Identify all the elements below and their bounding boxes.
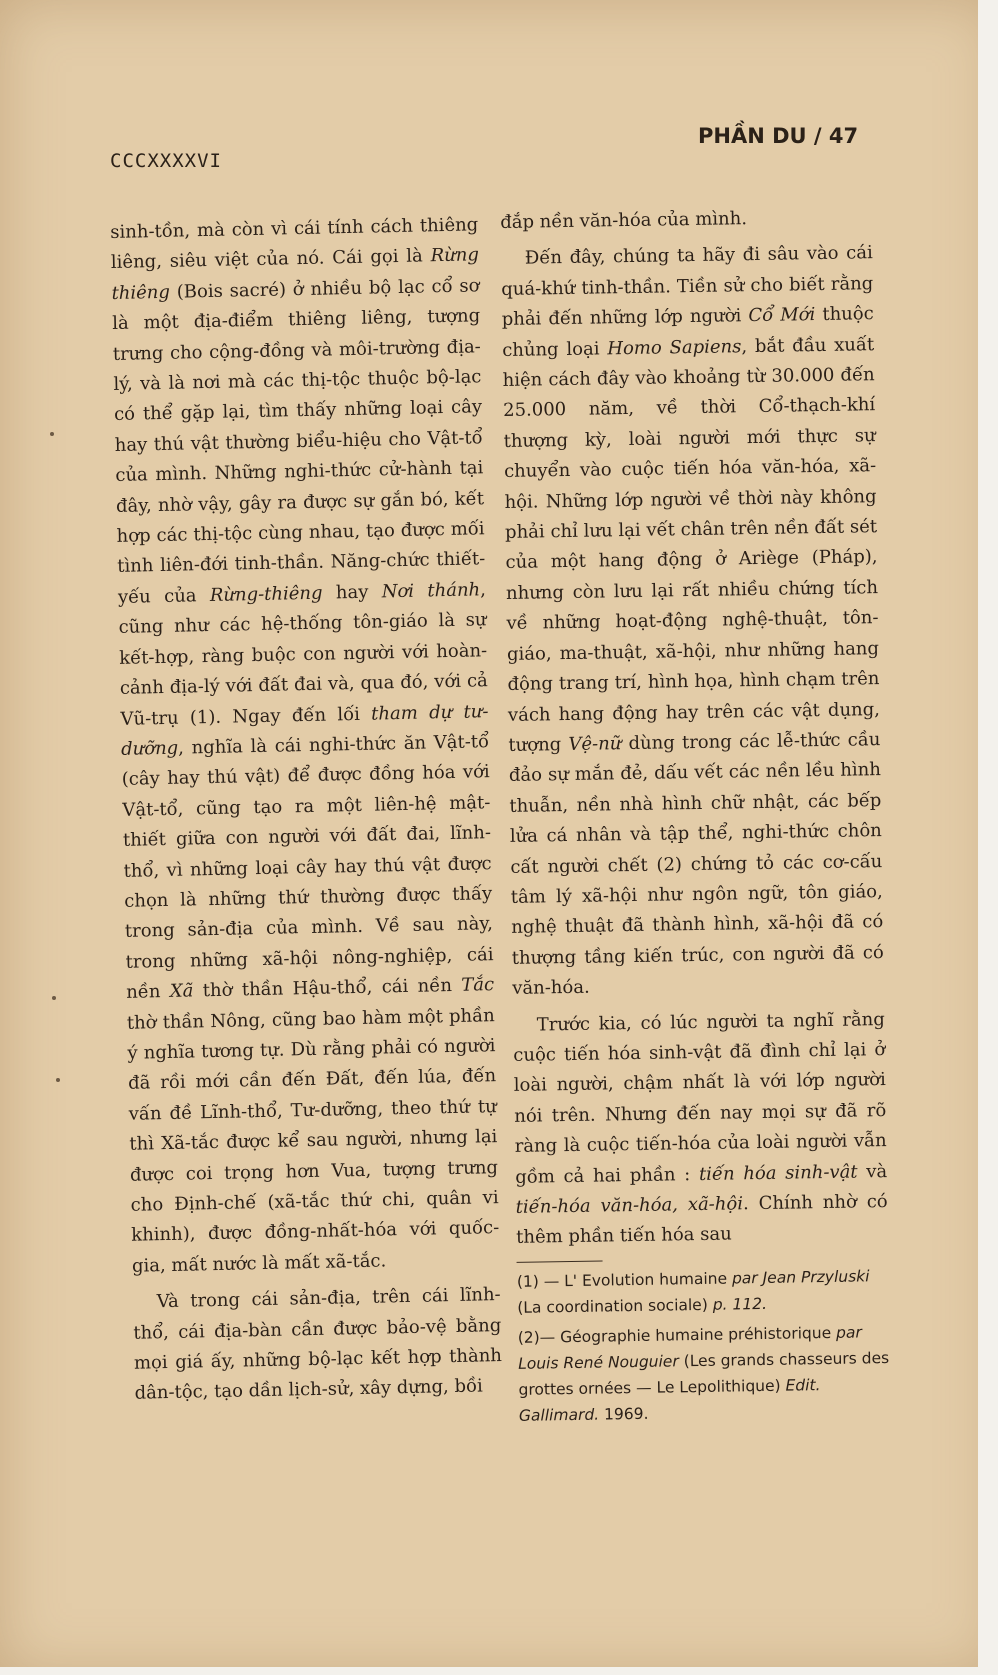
text-run: thờ thần Nông, cũng bao hàm một phần ý nghĩa tương tự. Dù rằng phải có người đã rồi mới cần đến Đất, đến lúa, đến vấn đề Lĩnh-thổ, Tư-dưỡng, theo thứ tự thì Xã-tắc được kể sau người, nhưng lại được coi trọng hơn Vua, tượng trưng cho Định-chế (xã-tắc thứ chi, quân vi khinh), được đồng-nhất-hóa với quốc-gia, mất nước là mất xã-tắc.: [126, 1004, 500, 1277]
italic-term: tiến hóa sinh-vật: [698, 1161, 858, 1185]
italic-term: par Louis René Nouguier: [518, 1323, 862, 1373]
paragraph: [513, 1005, 889, 1254]
text-run: (2)— Géographie humaine préhistorique: [517, 1323, 837, 1347]
italic-term: Edit. Gallimard.: [518, 1375, 821, 1425]
text-run: , bắt đầu xuất hiện cách đây vào khoảng từ 30.000 đến 25.000 năm, về thời Cổ-thạch-khí thượng kỳ, loài người mới thực sự chuyển vào cuộc tiến hóa văn-hóa, xã-hội. Những lớp người về thời này không phải chỉ lưu lại vết chân trên nền đất sét của một hang động ở Ariège (Pháp), nhưng còn lưu lại rất nhiều chứng tích về những hoạt-động nghệ-thuật, tôn-giáo, ma-thuật, xã-hội, như những hang động trang trí, hình họa, hình chạm trên vách hang động hay trên các vật dụng, tượng: [502, 333, 881, 756]
italic-term: Rừng thiêng: [111, 244, 480, 304]
italic-term: par Jean Przyluski: [731, 1267, 870, 1288]
paragraph: Và trong cái sản-địa, trên cái lĩnh-thổ, cái địa-bàn cần được bảo-vệ bằng mọi giá ấy, những bộ-lạc kết hợp thành dân-tộc, tạo dần lịch-sử, xây dựng, bồi: [133, 1284, 503, 1405]
italic-term: Tắc: [461, 974, 495, 996]
paragraph: [501, 239, 885, 1005]
running-head: PHẦN DU / 47: [698, 124, 859, 148]
italic-term: Rừng-thiêng: [209, 582, 323, 606]
right-column: [500, 202, 891, 1433]
left-column: [110, 210, 503, 1409]
footnote-2: [518, 1319, 892, 1429]
italic-term: Nơi thánh: [381, 579, 481, 603]
text-run: hay: [322, 581, 382, 604]
text-run: , cũng như các hệ-thống tôn-giáo là sự kết-hợp, ràng buộc con người với hoàn-cảnh địa-lý với đất đai và, qua đó, với cả Vũ-trụ (1). Ngay đến lối: [118, 579, 488, 730]
italic-term: Xã: [169, 980, 194, 1003]
text-run: dùng trong các lễ-thức cầu đảo sự mắn đẻ, dấu vết các nền lều hình thuẫn, nền nhà hình chữ nhật, các bếp lửa cá nhân và tập thể, nghi-thức chôn cất người chết (2) chứng tỏ các cơ-cấu tâm lý xã-hội như ngôn ngữ, tôn giáo, nghệ thuật đã thành hình, xã-hội đã có thượng tầng kiến trúc, con người đã có văn-hóa.: [508, 728, 884, 1000]
text-run: thuộc chủng loại: [502, 303, 874, 361]
text-run: Trước kia, có lúc người ta nghĩ rằng cuộc tiến hóa sinh-vật đã đình chỉ lại ở loài người, chậm nhất là với lớp người nói trên. Nhưng đến nay mọi sự đã rõ ràng là cuộc tiến-hóa của loài người vẫn gồm cả hai phần :: [513, 1008, 887, 1188]
text-run: , nghĩa là cái nghi-thức ăn Vật-tổ (cây hay thú vật) để được đồng hóa với Vật-tổ, cũng tạo ra một liên-hệ mật-thiết giữa con người với đất đai, lĩnh-thổ, vì những loại cây hay thú vật được chọn là những thứ thường được thấy trong sản-địa của mình. Về sau này, trong những xã-hội nông-nghiệp, cái nền: [121, 731, 494, 1003]
italic-term: Homo Sapiens: [607, 335, 742, 359]
paragraph: [110, 210, 500, 1282]
text-run: (Les grands chasseurs des grottes ornées — Le Lepolithique): [518, 1348, 890, 1399]
italic-term: p. 112.: [712, 1294, 768, 1314]
scan-margin: [0, 1667, 998, 1675]
page-number: CCCXXXXVI: [110, 150, 222, 172]
text-run: . Chính nhờ có thêm phần tiến hóa sau: [516, 1191, 888, 1249]
italic-term: Vệ-nữ: [568, 733, 622, 755]
paragraph: đắp nền văn-hóa của mình.: [500, 208, 748, 233]
italic-term: Cổ Mới: [748, 304, 816, 327]
text-run: sinh-tồn, mà còn vì cái tính cách thiêng liêng, siêu việt của nó. Cái gọi là: [110, 214, 479, 274]
text-run: (Bois sacré) ở nhiều bộ lạc cổ sơ là một địa-điểm thiêng liêng, tượng trưng cho cộng-đồng và môi-trường địa-lý, và là nơi mà các thị-tộc thuộc bộ-lạc có thể gặp lại, tìm thấy những loại cây hay thú vật thường biểu-hiệu cho Vật-tổ của mình. Những nghi-thức cử-hành tại đây, nhờ vậy, gây ra được sự gắn bó, kết hợp các thị-tộc cùng nhau, tạo được mối tình liên-đới tinh-thần. Năng-chức thiết-yếu của: [111, 275, 486, 608]
text-run: 1969.: [598, 1404, 649, 1424]
text-run: và: [857, 1160, 888, 1183]
text-run: Đến đây, chúng ta hãy đi sâu vào cái quá-khứ tinh-thần. Tiền sử cho biết rằng phải đến những lớp người: [501, 242, 874, 331]
scan-margin: [978, 0, 998, 1675]
italic-term: tham dự tư-dưỡng: [120, 700, 489, 760]
text-run: thờ thần Hậu-thổ, cái nền: [193, 974, 462, 1002]
footnote-divider: [517, 1260, 603, 1262]
text-run: (La coordination sociale): [517, 1295, 713, 1317]
footnotes: [517, 1263, 891, 1429]
paper-speck: [50, 432, 54, 436]
text-run: (1) — L' Evolution humaine: [516, 1269, 733, 1291]
paper-speck: [52, 996, 56, 1000]
italic-term: tiến-hóa văn-hóa, xã-hội: [515, 1193, 744, 1218]
footnote-1: [517, 1263, 890, 1321]
paper-speck: [56, 1078, 60, 1082]
